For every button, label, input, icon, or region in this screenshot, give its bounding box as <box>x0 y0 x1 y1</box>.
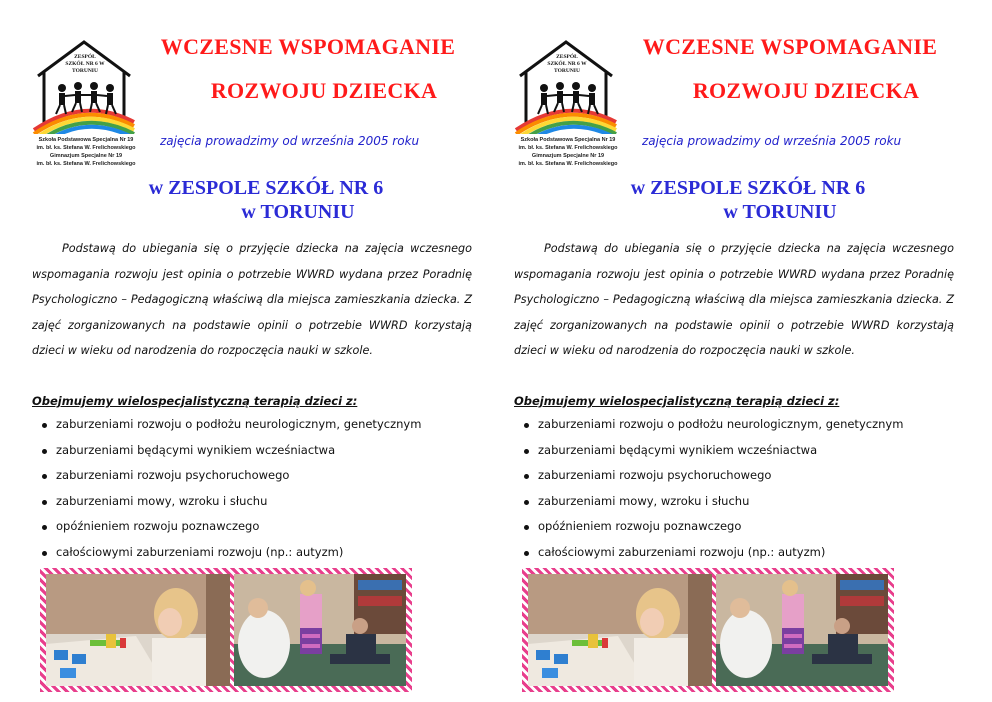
photo-therapy-session <box>716 574 888 686</box>
flyer-title-line1: WCZESNE WSPOMAGANIE <box>642 34 938 59</box>
flyer-title-line2: ROZWOJU DZIECKA <box>692 78 920 103</box>
photo-strip <box>40 568 412 692</box>
school-name-line2: w TORUNIU <box>723 201 837 223</box>
list-item: opóźnieniem rozwoju poznawczego <box>538 514 978 540</box>
flyer-title-line1: WCZESNE WSPOMAGANIE <box>160 34 456 59</box>
list-item: opóźnieniem rozwoju poznawczego <box>56 514 496 540</box>
list-item: zaburzeniami będącymi wynikiem wcześniactwa <box>538 438 978 464</box>
school-name-line1: w ZESPOLE SZKÓŁ NR 6 <box>630 177 866 199</box>
photo-child-at-table <box>528 574 712 686</box>
house-rainbow-icon <box>514 38 618 134</box>
school-logo <box>32 38 136 178</box>
therapy-list <box>28 412 496 566</box>
list-item: zaburzeniami będącymi wynikiem wcześniactwa <box>56 438 496 464</box>
logo-caption-line: Szkoła Podstawowa Specjalna Nr 19 <box>38 137 134 143</box>
list-heading: Obejmujemy wielospecjalistyczną terapią dzieci z: <box>514 394 840 408</box>
school-name-line2: w TORUNIU <box>241 201 355 223</box>
logo-caption-line: im. bł. ks. Stefana W. Frelichowskiego <box>36 161 136 167</box>
school-logo <box>514 38 618 178</box>
list-item: całościowymi zaburzeniami rozwoju (np.: autyzm) <box>538 540 978 566</box>
logo-school-name <box>544 54 590 75</box>
logo-school-line: SZKÓŁ NR 6 W TORUNIU <box>65 61 105 74</box>
list-item: zaburzeniami rozwoju psychoruchowego <box>538 463 978 489</box>
photo-strip <box>522 568 894 692</box>
logo-school-name <box>62 54 108 75</box>
logo-caption-line: im. bł. ks. Stefana W. Frelichowskiego <box>518 161 618 167</box>
logo-caption-line: im. bł. ks. Stefana W. Frelichowskiego <box>518 145 618 151</box>
photo-child-at-table <box>46 574 230 686</box>
logo-caption-line: Gimnazjum Specjalne Nr 19 <box>49 153 123 159</box>
logo-caption-line: im. bł. ks. Stefana W. Frelichowskiego <box>36 145 136 151</box>
logo-caption-line: Gimnazjum Specjalne Nr 19 <box>531 153 605 159</box>
photo-therapy-session <box>234 574 406 686</box>
flyer-right <box>510 0 980 702</box>
list-item: zaburzeniami mowy, wzroku i słuchu <box>538 489 978 515</box>
logo-caption <box>514 136 622 168</box>
list-item: całościowymi zaburzeniami rozwoju (np.: autyzm) <box>56 540 496 566</box>
house-rainbow-icon <box>32 38 136 134</box>
logo-caption-line: Szkoła Podstawowa Specjalna Nr 19 <box>520 137 616 143</box>
list-heading: Obejmujemy wielospecjalistyczną terapią dzieci z: <box>32 394 358 408</box>
body-paragraph: Podstawą do ubiegania się o przyjęcie dziecka na zajęcia wczesnego wspomagania rozwoju jest opinia o potrzebie WWRD wydana przez Poradnię Psychologiczno – Pedagogiczną właściwą dla miejsca zamieszkania dziecka. Z zajęć zorganizowanych na podstawie opinii o potrzebie WWRD korzystają dzieci w wieku od narodzenia do rozpoczęcia nauki w szkole. <box>514 242 954 358</box>
flyer-subtitle: zajęcia prowadzimy od września 2005 roku <box>160 134 420 148</box>
flyer-left <box>28 0 498 702</box>
list-item: zaburzeniami mowy, wzroku i słuchu <box>56 489 496 515</box>
logo-school-line: SZKÓŁ NR 6 W TORUNIU <box>547 61 587 74</box>
list-item: zaburzeniami rozwoju o podłożu neurologicznym, genetycznym <box>538 412 978 438</box>
logo-caption <box>32 136 140 168</box>
list-item: zaburzeniami rozwoju psychoruchowego <box>56 463 496 489</box>
therapy-list <box>510 412 978 566</box>
school-name-line1: w ZESPOLE SZKÓŁ NR 6 <box>148 177 384 199</box>
flyer-title-line2: ROZWOJU DZIECKA <box>210 78 438 103</box>
list-item: zaburzeniami rozwoju o podłożu neurologicznym, genetycznym <box>56 412 496 438</box>
logo-school-line: ZESPÓŁ <box>556 54 578 60</box>
body-paragraph: Podstawą do ubiegania się o przyjęcie dziecka na zajęcia wczesnego wspomagania rozwoju jest opinia o potrzebie WWRD wydana przez Poradnię Psychologiczno – Pedagogiczną właściwą dla miejsca zamieszkania dziecka. Z zajęć zorganizowanych na podstawie opinii o potrzebie WWRD korzystają dzieci w wieku od narodzenia do rozpoczęcia nauki w szkole. <box>32 242 472 358</box>
flyer-subtitle: zajęcia prowadzimy od września 2005 roku <box>642 134 902 148</box>
logo-school-line: ZESPÓŁ <box>74 54 96 60</box>
